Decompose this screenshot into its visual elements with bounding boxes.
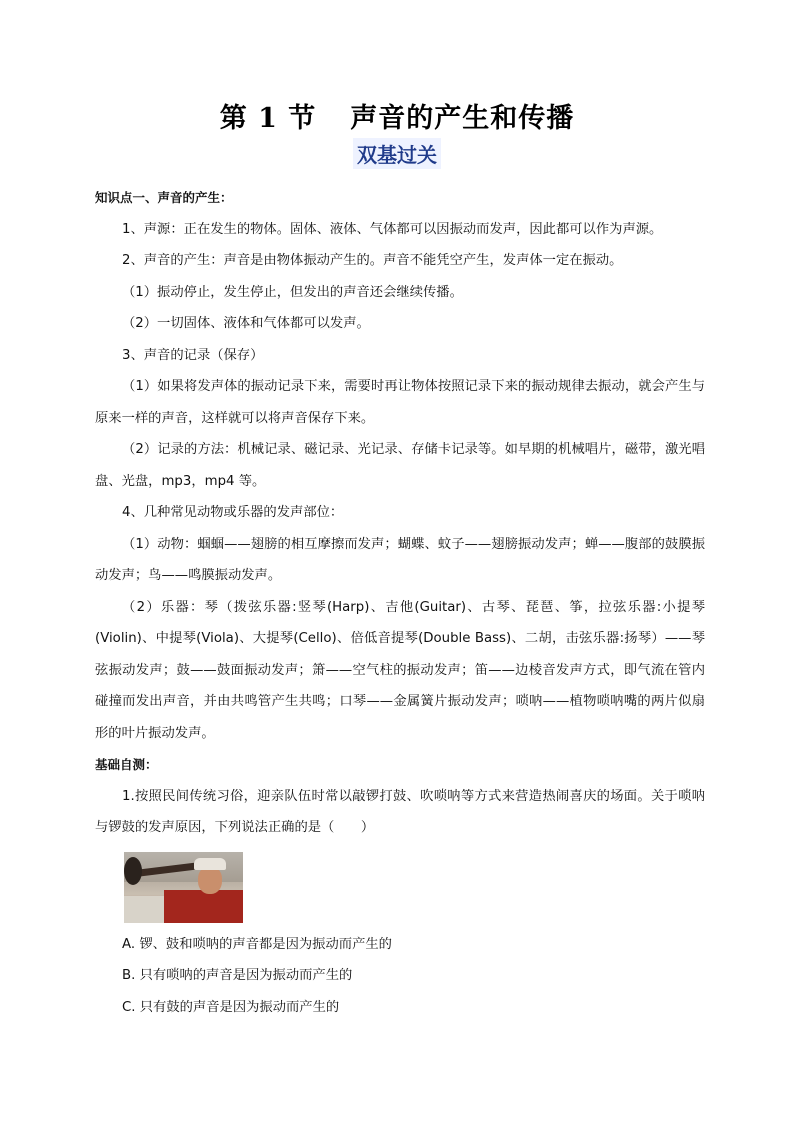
player-face [198,866,222,894]
knowledge-heading: 知识点一、声音的产生： [95,190,233,205]
self-test-heading: 基础自测： [95,757,158,772]
knowledge-item-2-1: （1）振动停止，发生停止，但发出的声音还会继续传播。 [122,284,463,300]
option-b[interactable]: B. 只有唢呐的声音是因为振动而产生的 [122,968,353,983]
knowledge-item-2: 2、声音的产生：声音是由物体振动产生的。声音不能凭空产生，发声体一定在振动。 [122,253,623,268]
suona-bell [124,857,142,885]
question-1: 1.按照民间传统习俗，迎亲队伍时常以敲锣打鼓、吹唢呐等方式来营造热闹喜庆的场面。关于唢呐与锣鼓的发声原因，下列说法正确的是（ ） [95,788,705,835]
section-title: 声音的产生和传播 [350,103,575,134]
photo-red-coat [164,890,243,923]
suona-player-photo [124,852,243,923]
knowledge-item-4-1: （1）动物：蝈蝈——翅膀的相互摩擦而发声；蝴蝶、蚊子——翅膀振动发声；蝉——腹部的鼓膜振动发声；鸟——鸣膜振动发声。 [95,536,705,583]
option-a[interactable]: A. 锣、鼓和唢呐的声音都是因为振动而产生的 [122,936,392,952]
knowledge-item-4: 4、几种常见动物或乐器的发声部位： [122,505,344,520]
knowledge-item-1: 1、声源：正在发生的物体。固体、液体、气体都可以因振动而发声，因此都可以作为声源。 [122,221,663,237]
subtitle-wrap [0,138,794,169]
page-title [0,96,794,135]
subtitle-banner: 双基过关 [353,138,441,169]
knowledge-item-3-2: （2）记录的方法：机械记录、磁记录、光记录、存储卡记录等。如早期的机械唱片，磁带，激光唱盘、光盘，mp3，mp4 等。 [95,442,705,489]
knowledge-item-3-1: （1）如果将发声体的振动记录下来，需要时再让物体按照记录下来的振动规律去振动，就会产生与原来一样的声音，这样就可以将声音保存下来。 [95,379,705,426]
section-number: 第 1 节 [219,103,317,134]
knowledge-item-2-2: （2）一切固体、液体和气体都可以发声。 [122,316,370,331]
player-hat [194,858,226,870]
knowledge-item-4-2: （2）乐器：琴（拨弦乐器:竖琴(Harp)、吉他(Guitar)、古琴、琵琶、筝，拉弦乐器:小提琴(Violin)、中提琴(Viola)、大提琴(Cello)、倍低音提琴(Double Bass)、二胡，击弦乐器:扬琴）——琴弦振动发声；鼓——鼓面振动发声；箫——空气柱的振动发声；笛——边棱音发声方式，即气流在管内碰撞而发出声音，并由共鸣管产生共鸣；口琴——金属簧片振动发声；唢呐——植物唢呐嘴的两片似扇形的叶片振动发声。 [95,599,705,741]
content-body [95,182,705,1023]
option-c[interactable]: C. 只有鼓的声音是因为振动而产生的 [122,999,340,1015]
knowledge-item-3: 3、声音的记录（保存） [122,347,264,363]
